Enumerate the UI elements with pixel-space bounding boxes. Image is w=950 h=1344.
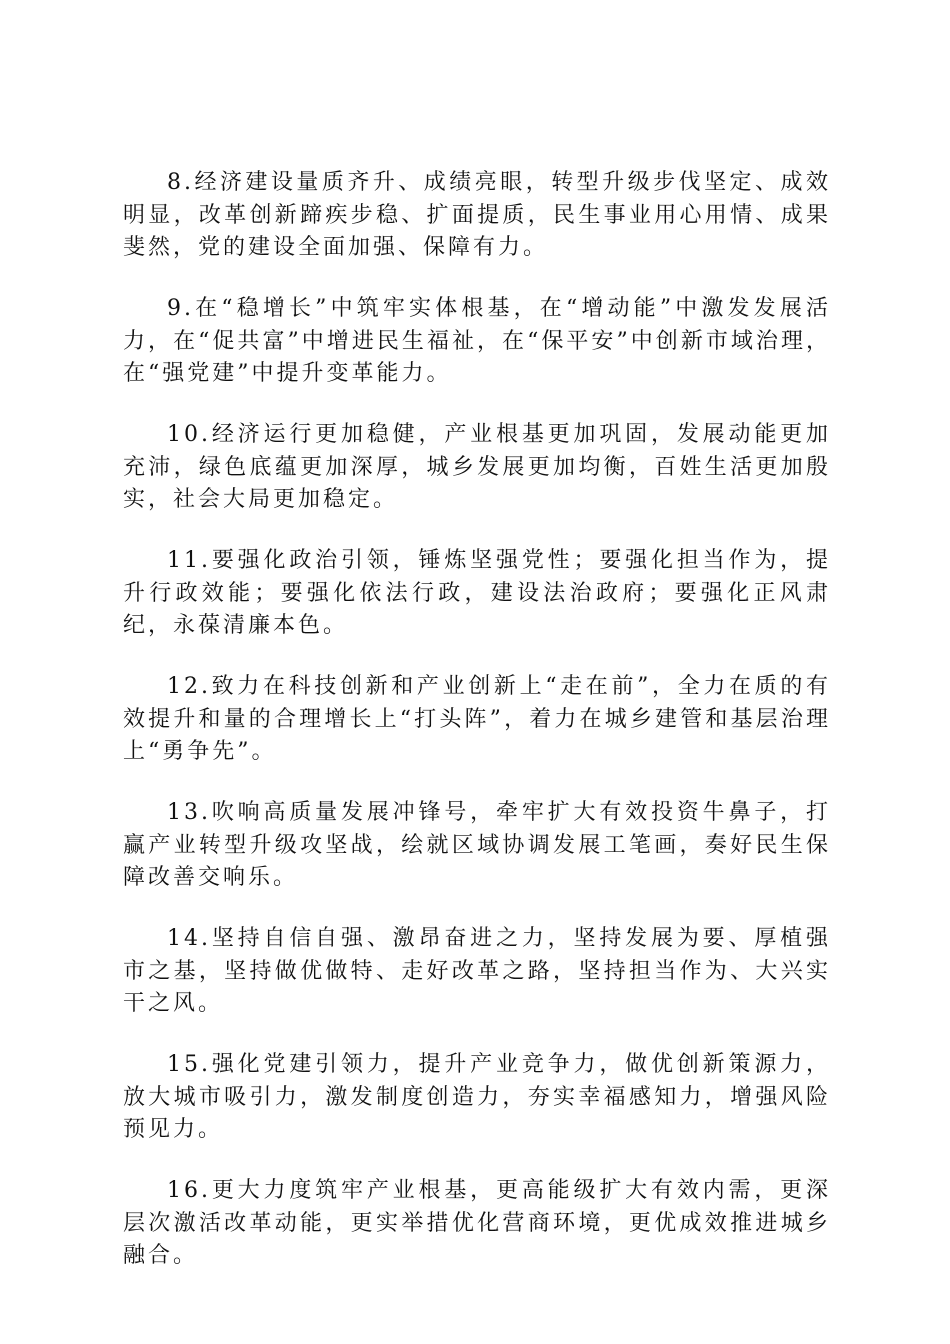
paragraph-9: 9.在“稳增长”中筑牢实体根基，在“增动能”中激发发展活力，在“促共富”中增进民生福祉，在“保平安”中创新市域治理，在“强党建”中提升变革能力。 (123, 296, 831, 386)
paragraph-14: 14.坚持自信自强、激昂奋进之力，坚持发展为要、厚植强市之基，坚持做优做特、走好改革之路，坚持担当作为、大兴实干之风。 (123, 926, 831, 1016)
paragraph-16: 16.更大力度筑牢产业根基，更高能级扩大有效内需，更深层次激活改革动能，更实举措优化营商环境，更优成效推进城乡融合。 (123, 1178, 831, 1268)
paragraph-8: 8.经济建设量质齐升、成绩亮眼，转型升级步伐坚定、成效明显，改革创新蹄疾步稳、扩面提质，民生事业用心用情、成果斐然，党的建设全面加强、保障有力。 (123, 170, 831, 260)
document-body (123, 167, 831, 1301)
paragraph-15: 15.强化党建引领力，提升产业竞争力，做优创新策源力，放大城市吸引力，激发制度创造力，夯实幸福感知力，增强风险预见力。 (123, 1052, 831, 1142)
paragraph-13: 13.吹响高质量发展冲锋号，牵牢扩大有效投资牛鼻子，打赢产业转型升级攻坚战，绘就区域协调发展工笔画，奏好民生保障改善交响乐。 (123, 800, 831, 890)
paragraph-12: 12.致力在科技创新和产业创新上“走在前”，全力在质的有效提升和量的合理增长上“打头阵”，着力在城乡建管和基层治理上“勇争先”。 (123, 674, 831, 764)
paragraph-11: 11.要强化政治引领，锤炼坚强党性；要强化担当作为，提升行政效能；要强化依法行政，建设法治政府；要强化正风肃纪，永葆清廉本色。 (123, 548, 831, 638)
paragraph-10: 10.经济运行更加稳健，产业根基更加巩固，发展动能更加充沛，绿色底蕴更加深厚，城乡发展更加均衡，百姓生活更加殷实，社会大局更加稳定。 (123, 422, 831, 512)
